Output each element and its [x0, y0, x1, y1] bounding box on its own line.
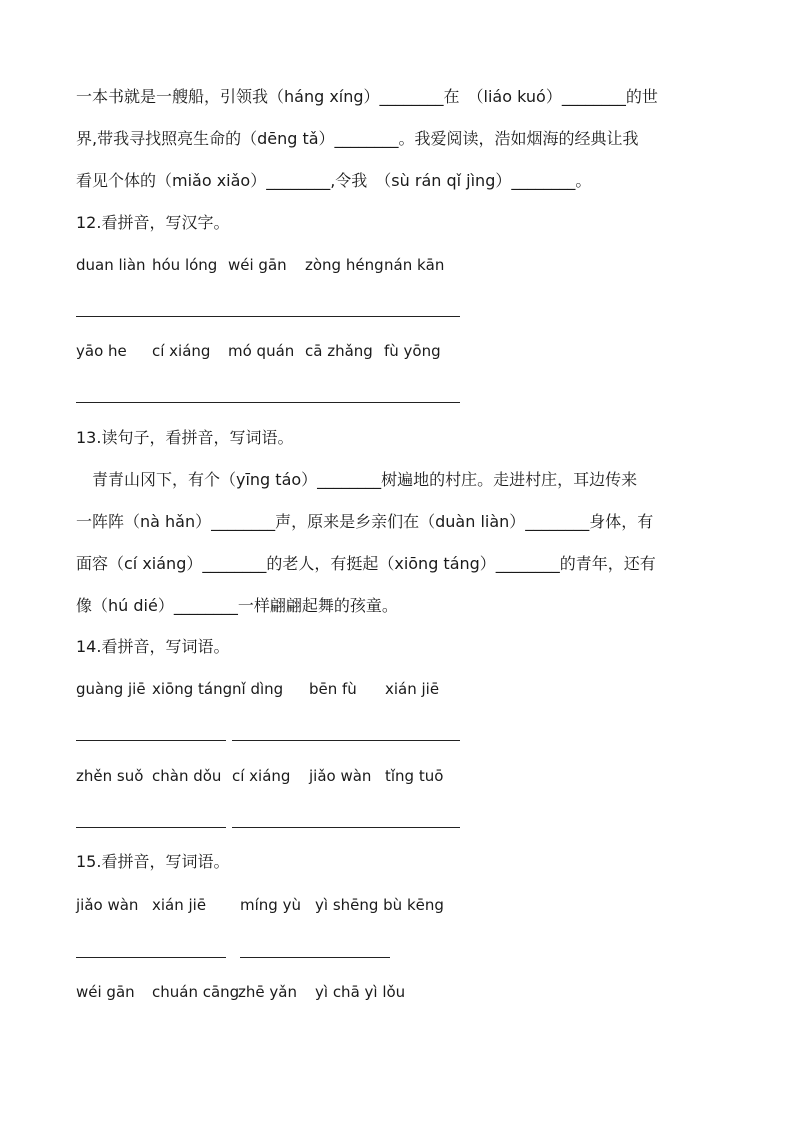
- pinyin-item: xiōng táng: [152, 680, 233, 698]
- q12-title: 12.看拼音，写汉字。: [76, 213, 230, 232]
- pinyin-item: jiǎo wàn: [76, 896, 139, 914]
- pinyin-item: fù yōng: [384, 342, 441, 360]
- pinyin-item: jiǎo wàn: [309, 767, 372, 785]
- pinyin-item: wéi gān: [228, 256, 287, 274]
- answer-line: [76, 740, 226, 741]
- q13-line-3: 面容（cí xiáng）________的老人，有挺起（xiōng táng）________的青年，还有: [76, 554, 656, 573]
- pinyin-item: chuán cāng: [152, 983, 240, 1001]
- pinyin-item: cí xiáng: [232, 767, 291, 785]
- pinyin-item: míng yù: [240, 896, 301, 914]
- pinyin-item: zhěn suǒ: [76, 767, 144, 785]
- q13-line-2: 一阵阵（nà hǎn）________声，原来是乡亲们在（duàn liàn）________身体，有: [76, 512, 654, 531]
- pinyin-item: yì shēng bù kēng: [315, 896, 444, 914]
- pinyin-item: xián jiē: [385, 680, 440, 698]
- intro-line-1: 一本书就是一艘船，引领我（háng xíng）________在 （liáo kuó）________的世: [76, 87, 658, 106]
- pinyin-item: tǐng tuō: [385, 767, 444, 785]
- answer-line: [76, 402, 460, 403]
- pinyin-item: zhē yǎn: [238, 983, 297, 1001]
- pinyin-item: xián jiē: [152, 896, 207, 914]
- q13-line-1: 青青山冈下，有个（yīng táo）________树遍地的村庄。走进村庄，耳边传来: [76, 470, 638, 489]
- answer-line: [240, 957, 390, 958]
- pinyin-item: chàn dǒu: [152, 767, 222, 785]
- pinyin-item: mó quán: [228, 342, 295, 360]
- pinyin-item: yì chā yì lǒu: [315, 983, 406, 1001]
- pinyin-item: hóu lóng: [152, 256, 218, 274]
- pinyin-item: cā zhǎng: [305, 342, 373, 360]
- pinyin-item: cí xiáng: [152, 342, 211, 360]
- answer-line: [76, 827, 226, 828]
- pinyin-item: guàng jiē: [76, 680, 146, 698]
- answer-line: [232, 827, 460, 828]
- q15-title: 15.看拼音，写词语。: [76, 852, 230, 871]
- pinyin-item: zòng héng: [305, 256, 384, 274]
- pinyin-item: nǐ dìng: [232, 680, 284, 698]
- q13-line-4: 像（hú dié）________一样翩翩起舞的孩童。: [76, 596, 398, 615]
- pinyin-item: bēn fù: [309, 680, 357, 698]
- pinyin-item: wéi gān: [76, 983, 135, 1001]
- answer-line: [76, 316, 460, 317]
- pinyin-item: duan liàn: [76, 256, 146, 274]
- pinyin-item: nán kān: [384, 256, 445, 274]
- answer-line: [232, 740, 460, 741]
- intro-line-3: 看见个体的（miǎo xiǎo）________,令我 （sù rán qǐ jìng）________。: [76, 171, 592, 190]
- pinyin-item: yāo he: [76, 342, 127, 360]
- q13-title: 13.读句子，看拼音，写词语。: [76, 428, 294, 447]
- answer-line: [76, 957, 226, 958]
- intro-line-2: 界,带我寻找照亮生命的（dēng tǎ）________。我爱阅读，浩如烟海的经典让我: [76, 129, 639, 148]
- q14-title: 14.看拼音，写词语。: [76, 637, 230, 656]
